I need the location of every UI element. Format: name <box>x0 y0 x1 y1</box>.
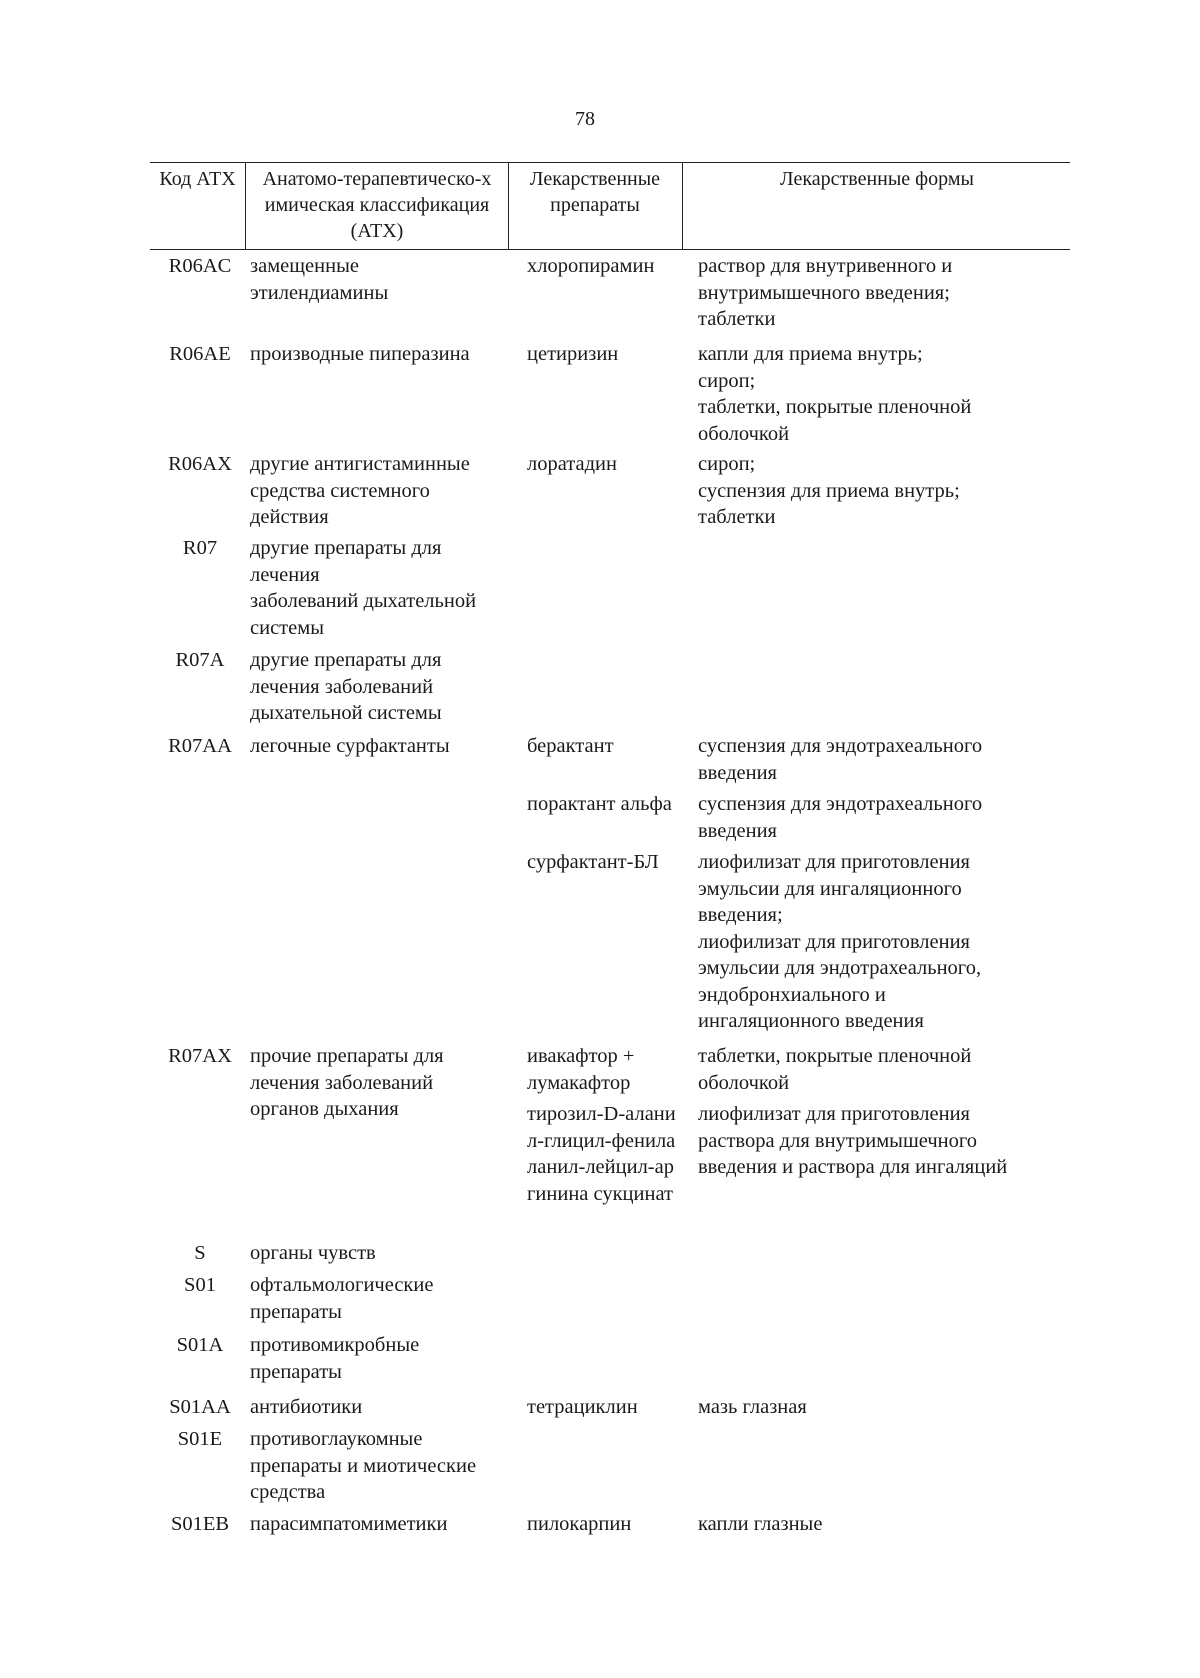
atc-code: S01A <box>176 1334 224 1356</box>
atc-classification-line: системы <box>250 616 324 639</box>
atc-classification-line: средства системного <box>250 479 430 502</box>
atc-classification-cell <box>250 1043 520 1123</box>
dosage-forms-cell <box>698 451 1068 531</box>
atc-classification-line: этилендиамины <box>250 281 389 304</box>
page-number: 78 <box>575 108 595 130</box>
drug-name-cell <box>527 341 702 368</box>
atc-code-cell <box>155 647 245 674</box>
dosage-forms-line: оболочкой <box>698 1071 790 1094</box>
atc-classification-line: препараты и миотические <box>250 1454 477 1477</box>
drug-name-line: л-глицил-фенила <box>527 1129 676 1152</box>
dosage-forms-line: введения; <box>698 904 783 926</box>
atc-classification-line: действия <box>250 506 329 528</box>
atc-code: R06AC <box>168 255 232 277</box>
dosage-forms-line: эмульсии для эндотрахеального, <box>698 957 982 979</box>
atc-classification-cell <box>250 451 520 531</box>
dosage-forms-cell <box>698 849 1068 1035</box>
atc-classification-cell <box>250 1332 520 1385</box>
drug-name-cell <box>527 1394 702 1421</box>
dosage-forms-line: капли глазные <box>698 1513 823 1535</box>
dosage-forms-line: сироп; <box>698 369 756 392</box>
atc-classification-line: органов дыхания <box>250 1098 399 1120</box>
dosage-forms-line: таблетки <box>698 308 776 330</box>
atc-code: R07AX <box>168 1045 232 1067</box>
atc-code-cell <box>155 451 245 478</box>
drug-name-line: хлоропирамин <box>527 255 655 277</box>
atc-classification-cell <box>250 1240 520 1267</box>
drug-name-line: лумакафтор <box>527 1071 631 1094</box>
dosage-forms-line: мазь глазная <box>698 1396 807 1418</box>
drug-name-line: тирозил-D-алани <box>527 1103 676 1125</box>
dosage-forms-cell <box>698 1043 1068 1096</box>
atc-code: S01AA <box>169 1396 231 1418</box>
atc-code: S <box>194 1242 206 1264</box>
drug-name-cell <box>527 1101 702 1207</box>
drug-name-line: пилокарпин <box>527 1513 632 1535</box>
atc-classification-line: офтальмологические <box>250 1274 434 1296</box>
dosage-forms-line: эмульсии для ингаляционного <box>698 877 962 900</box>
atc-classification-cell <box>250 253 520 306</box>
drug-name-line: ланил-лейцил-ар <box>527 1156 674 1178</box>
drug-name-cell <box>527 849 702 876</box>
atc-code-cell <box>155 1240 245 1267</box>
atc-code: R07AA <box>168 735 232 757</box>
drug-name-cell <box>527 451 702 478</box>
dosage-forms-cell <box>698 733 1068 786</box>
atc-classification-line: другие антигистаминные <box>250 453 470 475</box>
header-code-label: Код АТХ <box>159 168 236 190</box>
header-classification-line: (АТХ) <box>350 220 404 242</box>
table-header <box>150 162 1070 250</box>
atc-code-cell <box>155 1272 245 1299</box>
dosage-forms-cell <box>698 1101 1068 1181</box>
drug-name-cell <box>527 1511 702 1538</box>
atc-classification-line: препараты <box>250 1300 342 1323</box>
atc-classification-line: лечения <box>250 563 320 586</box>
dosage-forms-line: введения <box>698 819 777 842</box>
dosage-forms-line: введения <box>698 761 777 784</box>
dosage-forms-cell <box>698 791 1068 844</box>
dosage-forms-cell <box>698 1394 1068 1421</box>
atc-classification-cell <box>250 733 520 760</box>
drug-name-line: сурфактант-БЛ <box>527 851 659 873</box>
dosage-forms-line: лиофилизат для приготовления <box>698 930 970 953</box>
atc-classification-line: дыхательной системы <box>250 702 442 724</box>
header-code <box>150 163 245 249</box>
atc-classification-line: средства <box>250 1481 326 1503</box>
atc-code: S01E <box>177 1428 223 1450</box>
atc-classification-line: легочные сурфактанты <box>250 735 450 757</box>
dosage-forms-line: сироп; <box>698 453 756 475</box>
atc-classification-line: заболеваний дыхательной <box>250 590 477 612</box>
atc-classification-line: парасимпатомиметики <box>250 1513 448 1535</box>
drug-name-cell <box>527 733 702 760</box>
header-divider <box>245 163 246 249</box>
atc-classification-line: лечения заболеваний <box>250 1071 434 1094</box>
drug-name-line: гинина сукцинат <box>527 1182 673 1205</box>
header-forms <box>684 163 1070 249</box>
dosage-forms-line: таблетки, покрытые пленочной <box>698 396 972 418</box>
dosage-forms-line: лиофилизат для приготовления <box>698 1103 970 1125</box>
header-divider <box>682 163 683 249</box>
atc-classification-cell <box>250 535 520 641</box>
dosage-forms-line: оболочкой <box>698 422 790 445</box>
atc-code-cell <box>155 1394 245 1421</box>
atc-classification-cell <box>250 341 520 368</box>
atc-code: S01 <box>184 1274 216 1296</box>
header-forms-label: Лекарственные формы <box>780 168 974 190</box>
drug-name-cell <box>527 1043 702 1096</box>
drug-name-line: тетрациклин <box>527 1396 638 1418</box>
atc-classification-line: другие препараты для <box>250 537 442 559</box>
atc-code: R06AX <box>168 453 232 475</box>
dosage-forms-line: таблетки <box>698 506 776 528</box>
dosage-forms-line: внутримышечного введения; <box>698 281 950 304</box>
atc-code-cell <box>155 733 245 760</box>
atc-code-cell <box>155 1426 245 1453</box>
atc-classification-line: антибиотики <box>250 1396 363 1418</box>
dosage-forms-line: ингаляционного введения <box>698 1010 924 1032</box>
atc-code-cell <box>155 1511 245 1538</box>
dosage-forms-line: эндобронхиального и <box>698 983 886 1006</box>
atc-code-cell <box>155 1043 245 1070</box>
header-drugs-line: препараты <box>550 194 640 216</box>
header-classification-line: Анатомо-терапевтическо-х <box>262 168 492 190</box>
drug-name-cell <box>527 791 702 818</box>
atc-code-cell <box>155 535 245 562</box>
drug-name-cell <box>527 253 702 280</box>
dosage-forms-line: суспензия для эндотрахеального <box>698 793 983 815</box>
atc-classification-cell <box>250 1394 520 1421</box>
atc-classification-line: другие препараты для <box>250 649 442 671</box>
atc-classification-line: прочие препараты для <box>250 1045 444 1067</box>
dosage-forms-line: лиофилизат для приготовления <box>698 851 970 873</box>
dosage-forms-line: суспензия для приема внутрь; <box>698 479 960 502</box>
atc-classification-line: противомикробные <box>250 1334 420 1356</box>
dosage-forms-line: раствор для внутривенного и <box>698 255 953 277</box>
header-drugs <box>510 163 680 249</box>
drug-name-line: цетиризин <box>527 343 619 365</box>
atc-classification-line: производные пиперазина <box>250 343 470 365</box>
atc-classification-cell <box>250 647 520 727</box>
header-divider <box>508 163 509 249</box>
atc-classification-line: препараты <box>250 1360 342 1383</box>
atc-code-cell <box>155 341 245 368</box>
drug-name-line: порактант альфа <box>527 793 672 815</box>
header-classification <box>247 163 507 249</box>
atc-classification-cell <box>250 1511 520 1538</box>
atc-code: R07 <box>182 537 218 559</box>
atc-code: R07A <box>175 649 225 671</box>
atc-classification-line: противоглаукомные <box>250 1428 423 1450</box>
dosage-forms-cell <box>698 341 1068 447</box>
atc-classification-cell <box>250 1426 520 1506</box>
dosage-forms-line: капли для приема внутрь; <box>698 343 923 365</box>
dosage-forms-line: введения и раствора для ингаляций <box>698 1156 1008 1178</box>
atc-classification-line: замещенные <box>250 255 359 277</box>
dosage-forms-line: раствора для внутримышечного <box>698 1129 978 1152</box>
dosage-forms-cell <box>698 1511 1068 1538</box>
header-classification-line: имическая классификация <box>264 194 490 216</box>
dosage-forms-line: суспензия для эндотрахеального <box>698 735 983 757</box>
atc-code-cell <box>155 253 245 280</box>
atc-classification-cell <box>250 1272 520 1325</box>
atc-classification-line: органы чувств <box>250 1242 376 1264</box>
drug-name-line: ивакафтор + <box>527 1045 635 1067</box>
atc-code-cell <box>155 1332 245 1359</box>
dosage-forms-cell <box>698 253 1068 333</box>
drug-name-line: берактант <box>527 735 614 757</box>
atc-code: R06AE <box>169 343 231 365</box>
header-drugs-line: Лекарственные <box>529 168 661 190</box>
atc-code: S01EB <box>170 1513 230 1535</box>
dosage-forms-line: таблетки, покрытые пленочной <box>698 1045 972 1067</box>
atc-classification-line: лечения заболеваний <box>250 675 434 698</box>
drug-name-line: лоратадин <box>527 453 617 475</box>
